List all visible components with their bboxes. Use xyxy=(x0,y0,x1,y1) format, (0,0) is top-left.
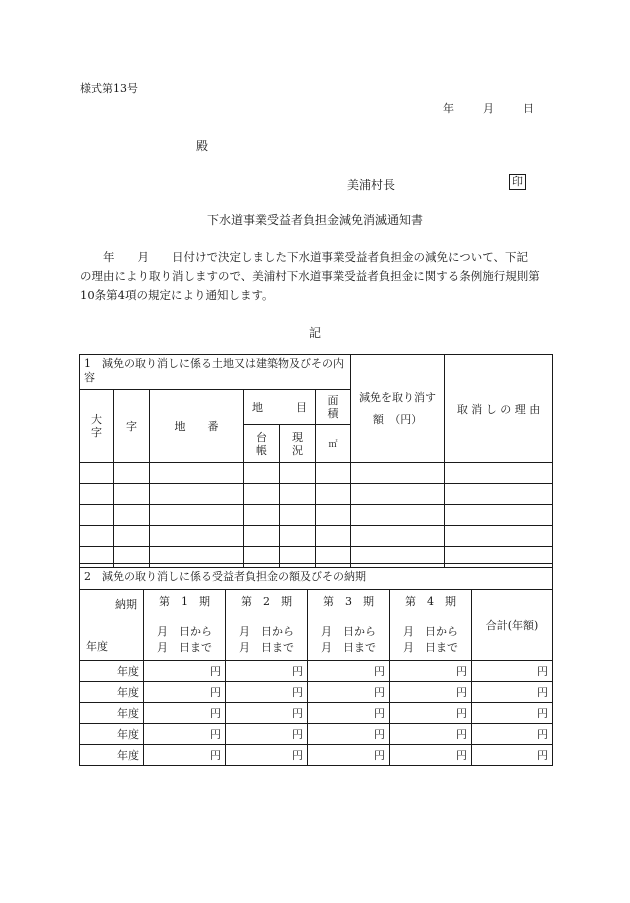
aza-cell[interactable] xyxy=(114,463,150,484)
menseki-cell[interactable] xyxy=(316,463,351,484)
period-4-amount[interactable]: 円 xyxy=(390,724,472,745)
period-1-amount[interactable]: 円 xyxy=(144,682,226,703)
period-4-header xyxy=(390,590,472,661)
year-cell[interactable]: 年度 xyxy=(80,682,144,703)
menseki-cell[interactable] xyxy=(316,484,351,505)
issuer-name: 美浦村長 xyxy=(347,178,396,192)
reason-cell[interactable] xyxy=(445,526,553,547)
chiban-cell[interactable] xyxy=(150,484,244,505)
aza-cell[interactable] xyxy=(114,484,150,505)
year-cell[interactable]: 年度 xyxy=(80,661,144,682)
period-from: 月 日から xyxy=(157,625,212,638)
table-row xyxy=(80,703,553,724)
nouki-label: 納期 xyxy=(115,598,137,611)
period-3-header xyxy=(308,590,390,661)
amount-cell[interactable] xyxy=(351,484,445,505)
table-row xyxy=(80,682,553,703)
form-number: 様式第13号 xyxy=(80,82,138,95)
total-amount[interactable]: 円 xyxy=(472,724,553,745)
daicho-header: 台帳 xyxy=(244,425,280,463)
chiban-cell[interactable] xyxy=(150,526,244,547)
period-1-header xyxy=(144,590,226,661)
issue-date xyxy=(443,100,534,116)
date-day: 日 xyxy=(523,102,534,115)
total-amount[interactable]: 円 xyxy=(472,661,553,682)
oaza-cell[interactable] xyxy=(80,463,114,484)
menseki-unit: ㎡ xyxy=(316,425,351,463)
reason-cell[interactable] xyxy=(445,484,553,505)
table-row xyxy=(80,724,553,745)
body-line-3: 10条第4項の規定により通知します。 xyxy=(80,288,274,302)
period-4-amount[interactable]: 円 xyxy=(390,745,472,766)
menseki-cell[interactable] xyxy=(316,526,351,547)
payment-table xyxy=(79,563,553,766)
period-1-label: 第 1 期 xyxy=(159,595,210,608)
amount-cell[interactable] xyxy=(351,463,445,484)
table-row xyxy=(80,661,553,682)
year-cell[interactable]: 年度 xyxy=(80,724,144,745)
year-cell[interactable]: 年度 xyxy=(80,703,144,724)
reason-cell[interactable] xyxy=(445,463,553,484)
period-from: 月 日から xyxy=(321,625,376,638)
total-amount[interactable]: 円 xyxy=(472,682,553,703)
body-line-2: の理由により取り消しますので、美浦村下水道事業受益者負担金に関する条例施行規則第 xyxy=(80,269,540,283)
period-2-label: 第 2 期 xyxy=(241,595,292,608)
aza-cell[interactable] xyxy=(114,526,150,547)
period-2-amount[interactable]: 円 xyxy=(226,745,308,766)
period-3-label: 第 3 期 xyxy=(323,595,374,608)
section-2-label: 2 減免の取り消しに係る受益者負担金の額及びその納期 xyxy=(80,564,553,590)
genkyo-cell[interactable] xyxy=(280,484,316,505)
menseki-header: 面積 xyxy=(316,390,351,425)
period-3-amount[interactable]: 円 xyxy=(308,682,390,703)
chiban-header: 地 番 xyxy=(150,390,244,463)
date-month: 月 xyxy=(483,102,494,115)
aza-header: 字 xyxy=(114,390,150,463)
period-2-amount[interactable]: 円 xyxy=(226,724,308,745)
period-2-amount[interactable]: 円 xyxy=(226,703,308,724)
period-3-amount[interactable]: 円 xyxy=(308,703,390,724)
table-row xyxy=(80,505,553,526)
period-4-amount[interactable]: 円 xyxy=(390,661,472,682)
oaza-cell[interactable] xyxy=(80,505,114,526)
period-to: 月 日まで xyxy=(157,641,212,654)
oaza-cell[interactable] xyxy=(80,526,114,547)
period-to: 月 日まで xyxy=(239,641,294,654)
addressee: 殿 xyxy=(196,139,209,153)
period-to: 月 日まで xyxy=(321,641,376,654)
amount-cell[interactable] xyxy=(351,526,445,547)
period-2-amount[interactable]: 円 xyxy=(226,661,308,682)
menseki-cell[interactable] xyxy=(316,505,351,526)
genkyo-cell[interactable] xyxy=(280,505,316,526)
nendo-label: 年度 xyxy=(86,640,108,653)
genkyo-header: 現況 xyxy=(280,425,316,463)
table-row xyxy=(80,745,553,766)
total-amount[interactable]: 円 xyxy=(472,745,553,766)
period-3-amount[interactable]: 円 xyxy=(308,661,390,682)
period-3-amount[interactable]: 円 xyxy=(308,724,390,745)
table-row xyxy=(80,484,553,505)
document-title: 下水道事業受益者負担金減免消滅通知書 xyxy=(206,213,423,227)
reason-header: 取 消 し の 理 由 xyxy=(445,355,553,463)
year-cell[interactable]: 年度 xyxy=(80,745,144,766)
total-amount[interactable]: 円 xyxy=(472,703,553,724)
notice-body xyxy=(80,248,550,305)
period-3-amount[interactable]: 円 xyxy=(308,745,390,766)
period-1-amount[interactable]: 円 xyxy=(144,703,226,724)
ki-heading: 記 xyxy=(308,326,321,340)
seal-mark: 印 xyxy=(509,174,526,190)
section-1-label: 1 減免の取り消しに係る土地又は建築物及びその内容 xyxy=(80,355,351,390)
genkyo-cell[interactable] xyxy=(280,526,316,547)
period-2-header xyxy=(226,590,308,661)
period-to: 月 日まで xyxy=(403,641,458,654)
land-building-table xyxy=(79,354,553,568)
chiban-cell[interactable] xyxy=(150,505,244,526)
period-1-amount[interactable]: 円 xyxy=(144,724,226,745)
daicho-cell[interactable] xyxy=(244,526,280,547)
period-from: 月 日から xyxy=(403,625,458,638)
period-4-label: 第 4 期 xyxy=(405,595,456,608)
amount-header: 減免を取り消す 額 （円） xyxy=(351,355,445,463)
body-line-1: 年 月 日付けで決定しました下水道事業受益者負担金の減免について、下記 xyxy=(80,250,529,264)
date-year: 年 xyxy=(443,102,454,115)
table-row xyxy=(80,526,553,547)
oaza-header: 大字 xyxy=(80,390,114,463)
genkyo-cell[interactable] xyxy=(280,463,316,484)
amount-cell[interactable] xyxy=(351,505,445,526)
chiban-cell[interactable] xyxy=(150,463,244,484)
chimoku-header: 地 目 xyxy=(244,390,316,425)
reason-cell[interactable] xyxy=(445,505,553,526)
period-from: 月 日から xyxy=(239,625,294,638)
total-header: 合計(年額) xyxy=(472,590,553,661)
daicho-cell[interactable] xyxy=(244,505,280,526)
daicho-cell[interactable] xyxy=(244,463,280,484)
oaza-cell[interactable] xyxy=(80,484,114,505)
period-1-amount[interactable]: 円 xyxy=(144,661,226,682)
aza-cell[interactable] xyxy=(114,505,150,526)
table-row xyxy=(80,463,553,484)
daicho-cell[interactable] xyxy=(244,484,280,505)
nouki-nendo-header xyxy=(80,590,144,661)
period-4-amount[interactable]: 円 xyxy=(390,682,472,703)
period-1-amount[interactable]: 円 xyxy=(144,745,226,766)
period-4-amount[interactable]: 円 xyxy=(390,703,472,724)
period-2-amount[interactable]: 円 xyxy=(226,682,308,703)
